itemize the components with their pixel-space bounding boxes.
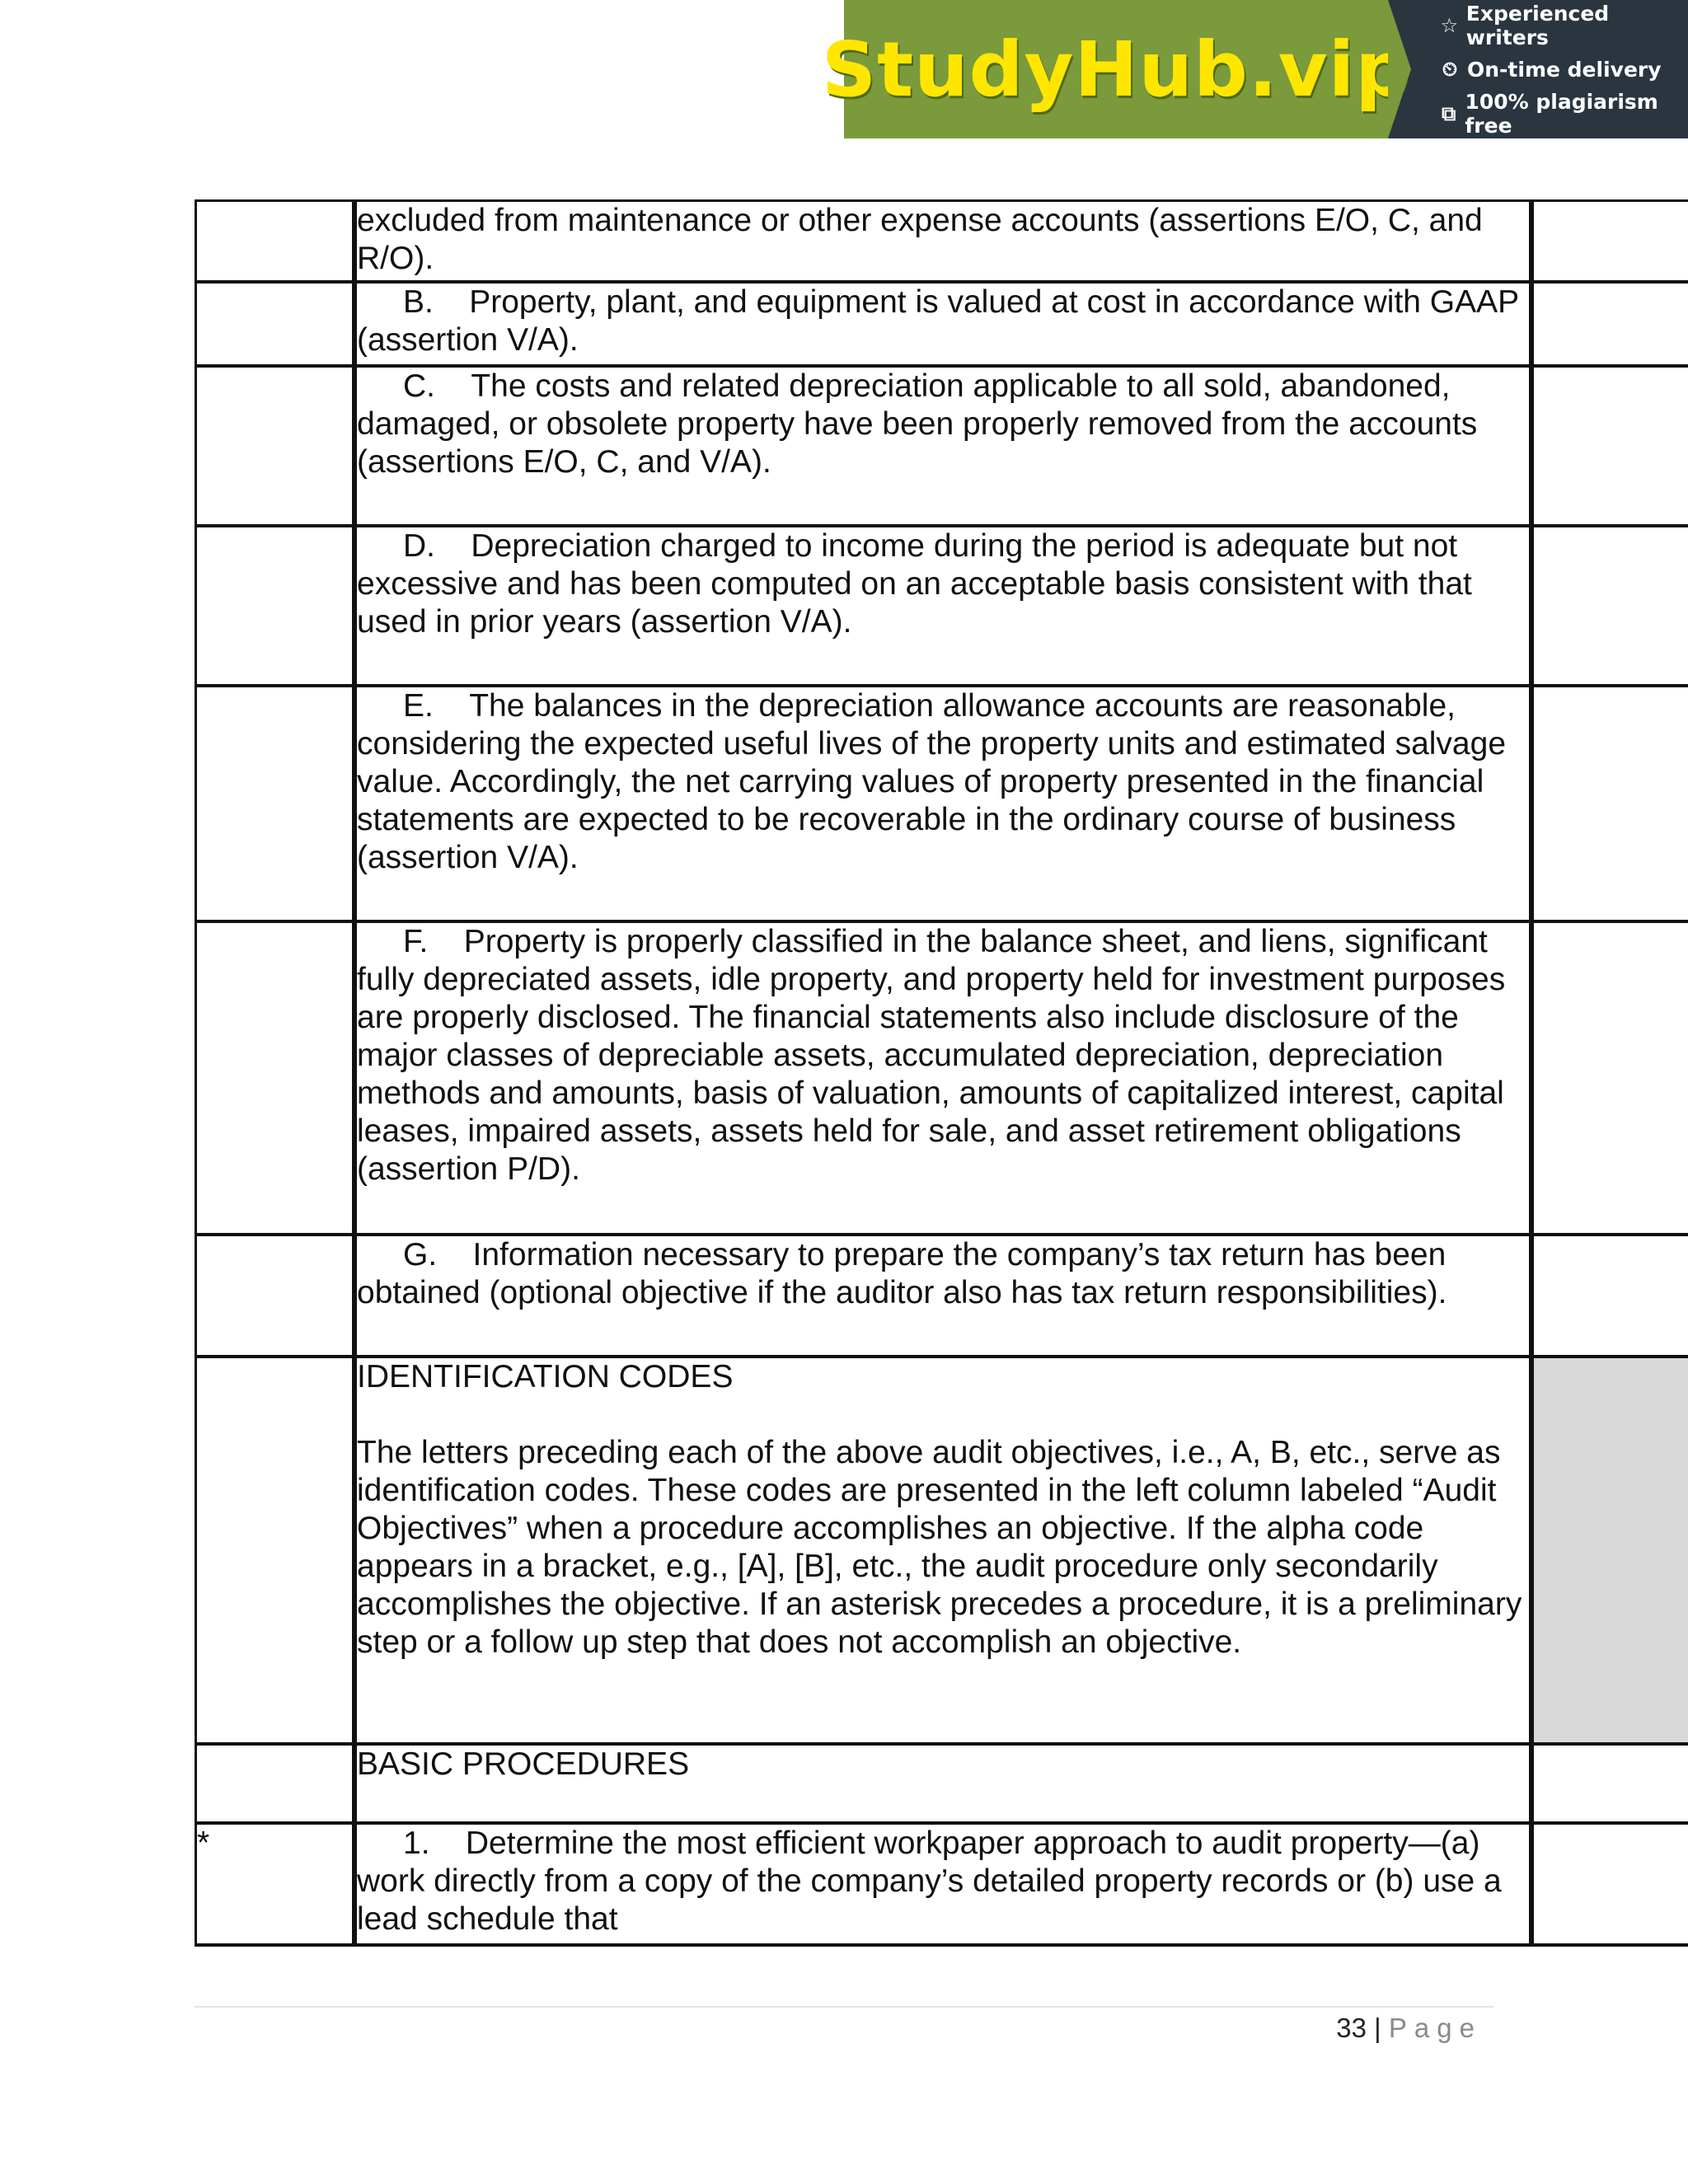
objective-code-cell xyxy=(195,1825,354,1947)
objective-label: G. xyxy=(403,1237,438,1272)
table-row xyxy=(195,199,1688,284)
page-number xyxy=(1336,2013,1482,2044)
page-separator: | xyxy=(1374,2013,1381,2043)
table-row xyxy=(195,687,1688,923)
workpaper-ref-cell xyxy=(1531,1825,1688,1947)
table-row xyxy=(195,1236,1688,1358)
objective-code-cell xyxy=(195,923,354,1236)
document-check-icon: ⧉ xyxy=(1442,101,1456,125)
audit-program-table xyxy=(195,199,1688,1947)
objective-text-cell xyxy=(354,527,1531,687)
feature-item xyxy=(1439,2,1688,49)
clock-icon: ⏲ xyxy=(1442,58,1458,81)
table-row xyxy=(195,923,1688,1236)
feature-label: 100% plagiarism free xyxy=(1465,89,1658,138)
footer-divider xyxy=(195,2006,1493,2008)
objective-text-cell xyxy=(354,284,1531,368)
table-row xyxy=(195,1746,1688,1825)
objective-code-cell xyxy=(195,687,354,923)
objective-label: E. xyxy=(403,688,434,724)
table-row xyxy=(195,527,1688,687)
workpaper-ref-cell xyxy=(1531,1746,1688,1825)
objective-text-cell xyxy=(354,368,1531,527)
workpaper-ref-cell xyxy=(1531,199,1688,284)
table-row xyxy=(195,1825,1688,1947)
procedure-label: 1. xyxy=(403,1825,430,1861)
objective-text-cell xyxy=(354,1236,1531,1358)
features-panel xyxy=(1388,0,1688,138)
objective-code-cell xyxy=(195,284,354,368)
objective-text: Depreciation charged to income during the period is adequate but not excessive and has been computed on an acceptable basis consistent with that used in prior years (assertion V/A). xyxy=(357,528,1472,640)
workpaper-ref-cell xyxy=(1531,923,1688,1236)
feature-label: Experienced writers xyxy=(1465,1,1610,49)
feature-item xyxy=(1439,90,1688,138)
feature-label: On-time delivery xyxy=(1467,57,1662,82)
objective-code-cell xyxy=(195,199,354,284)
section-heading: IDENTIFICATION CODES xyxy=(357,1359,734,1394)
basic-procedures-cell xyxy=(354,1746,1531,1825)
shaded-cell xyxy=(1531,1358,1688,1746)
objective-code-cell xyxy=(195,1746,354,1825)
table-row xyxy=(195,1358,1688,1746)
spacer xyxy=(357,1396,1529,1434)
star-icon: ☆ xyxy=(1440,13,1459,37)
workpaper-ref-cell xyxy=(1531,687,1688,923)
objective-label: D. xyxy=(403,528,435,564)
table-row xyxy=(195,284,1688,368)
procedure-text: Determine the most efficient workpaper approach to audit property—(a) work directly from a copy of the company’s detailed property records or (b) use a lead schedule that xyxy=(357,1825,1502,1937)
workpaper-ref-cell xyxy=(1531,368,1688,527)
objective-code-cell xyxy=(195,527,354,687)
page-number-value: 33 xyxy=(1336,2013,1367,2043)
objective-label: C. xyxy=(403,368,435,404)
objective-label: F. xyxy=(403,924,429,959)
objective-code-cell xyxy=(195,1236,354,1358)
promo-banner[interactable] xyxy=(821,0,1688,138)
objective-label: B. xyxy=(403,284,434,320)
objective-text: Information necessary to prepare the company’s tax return has been obtained (optional objective if the auditor also has tax return responsibilities). xyxy=(357,1237,1447,1310)
page-word: Page xyxy=(1388,2013,1482,2043)
objective-text: Property, plant, and equipment is valued at cost in accordance with GAAP (assertion V/A). xyxy=(357,284,1519,358)
banner-divider-arrow xyxy=(1388,0,1411,138)
workpaper-ref-cell xyxy=(1531,284,1688,368)
objective-text: Property is properly classified in the balance sheet, and liens, significant fully depreciated assets, idle property, and property held for investment purposes are properly disclosed. The financial statements also include disclosure of the major classes of depreciable assets, accumulated depreciation, depreciation methods and amounts, basis of valuation, amounts of capitalized interest, capital leases, impaired assets, assets held for sale, and asset retirement obligations (assertion P/D). xyxy=(357,924,1506,1187)
objective-text-cell xyxy=(354,687,1531,923)
objective-code-cell xyxy=(195,1358,354,1746)
objective-text-cell xyxy=(354,199,1531,284)
asterisk-marker: * xyxy=(197,1825,210,1861)
feature-item xyxy=(1439,58,1688,82)
brand-logo: StudyHub.vip xyxy=(821,25,1411,114)
objective-text: excluded from maintenance or other expense accounts (assertions E/O, C, and R/O). xyxy=(357,203,1483,276)
section-heading: BASIC PROCEDURES xyxy=(357,1746,690,1782)
workpaper-ref-cell xyxy=(1531,527,1688,687)
workpaper-ref-cell xyxy=(1531,1236,1688,1358)
objective-text: The costs and related depreciation applicable to all sold, abandoned, damaged, or obsolete property have been properly removed from the accounts (assertions E/O, C, and V/A). xyxy=(357,368,1478,480)
objective-text-cell xyxy=(354,923,1531,1236)
identification-codes-cell xyxy=(354,1358,1531,1746)
table-row xyxy=(195,368,1688,527)
identification-body: The letters preceding each of the above audit objectives, i.e., A, B, etc., serve as identification codes. These codes are presented in the left column labeled “Audit Objectives” when a procedure accomplishes an objective. If the alpha code appears in a bracket, e.g., [A], [B], etc., the audit procedure only secondarily accomplishes the objective. If an asterisk precedes a procedure, it is a preliminary step or a follow up step that does not accomplish an objective. xyxy=(357,1435,1522,1660)
objective-text: The balances in the depreciation allowance accounts are reasonable, considering the expected useful lives of the property units and estimated salvage value. Accordingly, the net carrying values of property presented in the financial statements are expected to be recoverable in the ordinary course of business (assertion V/A). xyxy=(357,688,1507,875)
brand-panel xyxy=(821,0,1411,138)
objective-code-cell xyxy=(195,368,354,527)
procedure-text-cell xyxy=(354,1825,1531,1947)
